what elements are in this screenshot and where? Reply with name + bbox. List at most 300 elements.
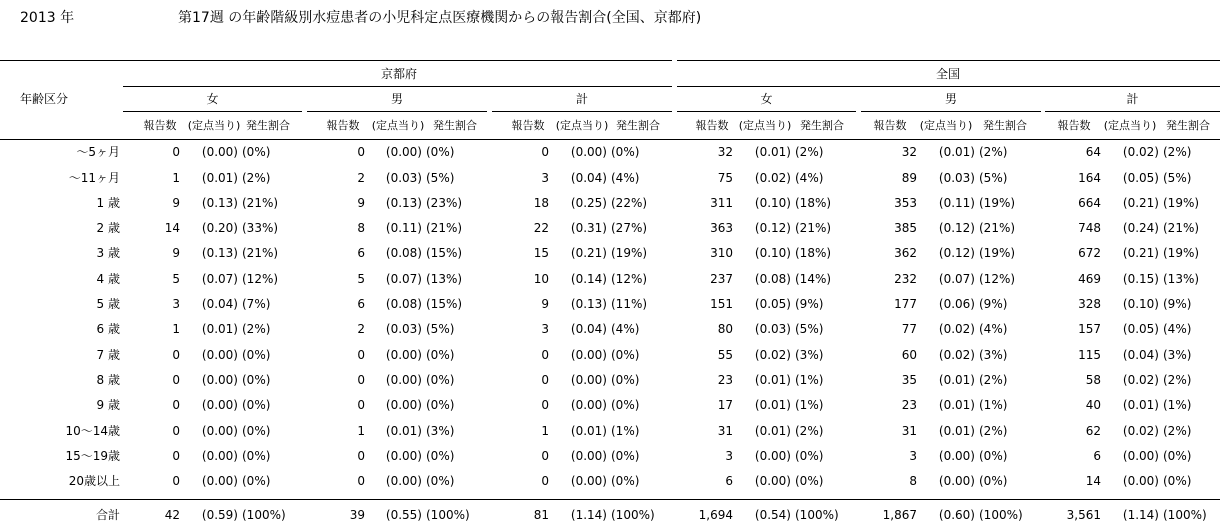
incidence-ratio-cell: (1%)	[795, 398, 824, 412]
report-count-cell: 22	[533, 221, 549, 235]
per-sentinel-cell: (0.07)	[385, 272, 422, 286]
incidence-ratio-cell: (27%)	[611, 221, 648, 235]
report-count-cell: 1,694	[698, 508, 733, 522]
incidence-ratio-cell: (21%)	[1163, 221, 1200, 235]
per-sentinel-cell: (0.05)	[1122, 322, 1159, 336]
per-sentinel-cell: (0.00)	[570, 398, 607, 412]
per-sentinel-cell: (0.02)	[938, 322, 975, 336]
row-label: 7 歳	[96, 348, 120, 362]
row-label: 1 歳	[96, 196, 120, 210]
column-header: 報告数	[873, 119, 907, 132]
per-sentinel-cell: (0.02)	[1122, 145, 1159, 159]
header-bottom-rule	[0, 139, 1220, 140]
per-sentinel-cell: (0.00)	[201, 145, 238, 159]
column-header: 報告数	[326, 119, 360, 132]
incidence-ratio-cell: (2%)	[979, 373, 1008, 387]
report-count-cell: 0	[172, 474, 180, 488]
incidence-ratio-cell: (4%)	[611, 322, 640, 336]
report-count-cell: 1,867	[882, 508, 917, 522]
per-sentinel-cell: (0.02)	[754, 348, 791, 362]
per-sentinel-cell: (0.20)	[201, 221, 238, 235]
report-count-cell: 177	[894, 297, 917, 311]
incidence-ratio-cell: (0%)	[426, 449, 455, 463]
per-sentinel-cell: (0.00)	[754, 474, 791, 488]
per-sentinel-cell: (0.21)	[570, 246, 607, 260]
incidence-ratio-cell: (1%)	[1163, 398, 1192, 412]
per-sentinel-cell: (0.55)	[385, 508, 422, 522]
row-label: 3 歳	[96, 246, 120, 260]
sex-header: 計	[575, 92, 589, 106]
per-sentinel-cell: (0.02)	[754, 171, 791, 185]
incidence-ratio-cell: (0%)	[242, 424, 271, 438]
incidence-ratio-cell: (33%)	[242, 221, 279, 235]
sex-header: 女	[760, 92, 773, 106]
report-count-cell: 748	[1078, 221, 1101, 235]
incidence-ratio-cell: (12%)	[611, 272, 648, 286]
report-count-cell: 8	[909, 474, 917, 488]
report-count-cell: 0	[357, 474, 365, 488]
report-count-cell: 9	[172, 246, 180, 260]
incidence-ratio-cell: (2%)	[795, 145, 824, 159]
incidence-ratio-cell: (0%)	[795, 449, 824, 463]
per-sentinel-cell: (0.05)	[754, 297, 791, 311]
incidence-ratio-cell: (15%)	[426, 246, 463, 260]
row-label: 9 歳	[96, 398, 120, 412]
per-sentinel-cell: (0.04)	[570, 171, 607, 185]
incidence-ratio-cell: (9%)	[1163, 297, 1192, 311]
region-rule-national	[677, 86, 1220, 87]
row-label: 15〜19歳	[65, 449, 120, 463]
incidence-ratio-cell: (21%)	[979, 221, 1016, 235]
report-count-cell: 0	[541, 449, 549, 463]
incidence-ratio-cell: (2%)	[1163, 424, 1192, 438]
column-header: (定点当り)	[371, 119, 425, 132]
incidence-ratio-cell: (4%)	[1163, 322, 1192, 336]
report-count-cell: 310	[710, 246, 733, 260]
report-count-cell: 0	[357, 373, 365, 387]
report-count-cell: 672	[1078, 246, 1101, 260]
report-count-cell: 89	[901, 171, 917, 185]
column-header: (定点当り)	[1103, 119, 1157, 132]
per-sentinel-cell: (0.03)	[754, 322, 791, 336]
per-sentinel-cell: (0.31)	[570, 221, 607, 235]
report-count-cell: 362	[894, 246, 917, 260]
report-count-cell: 80	[717, 322, 733, 336]
incidence-ratio-cell: (0%)	[242, 449, 271, 463]
per-sentinel-cell: (0.11)	[938, 196, 975, 210]
incidence-ratio-cell: (12%)	[979, 272, 1016, 286]
incidence-ratio-cell: (5%)	[979, 171, 1008, 185]
per-sentinel-cell: (0.01)	[570, 424, 607, 438]
row-label: 6 歳	[96, 322, 120, 336]
column-header: 発生割合	[1166, 119, 1210, 132]
sex-header: 女	[206, 92, 219, 106]
incidence-ratio-cell: (7%)	[242, 297, 271, 311]
incidence-ratio-cell: (15%)	[426, 297, 463, 311]
total-separator-rule	[0, 499, 1220, 500]
per-sentinel-cell: (0.01)	[938, 145, 975, 159]
sex-rule-3	[677, 111, 856, 112]
report-count-cell: 31	[717, 424, 733, 438]
per-sentinel-cell: (0.04)	[570, 322, 607, 336]
incidence-ratio-cell: (100%)	[242, 508, 286, 522]
report-count-cell: 32	[717, 145, 733, 159]
report-count-cell: 58	[1085, 373, 1101, 387]
incidence-ratio-cell: (2%)	[1163, 145, 1192, 159]
per-sentinel-cell: (0.59)	[201, 508, 238, 522]
per-sentinel-cell: (0.00)	[938, 449, 975, 463]
region-rule-kyoto	[123, 86, 672, 87]
report-count-cell: 62	[1085, 424, 1101, 438]
incidence-ratio-cell: (0%)	[795, 474, 824, 488]
report-count-cell: 115	[1078, 348, 1101, 362]
report-count-cell: 6	[725, 474, 733, 488]
row-label: 10〜14歳	[65, 424, 120, 438]
report-count-cell: 5	[172, 272, 180, 286]
report-count-cell: 0	[541, 373, 549, 387]
per-sentinel-cell: (0.01)	[201, 322, 238, 336]
report-count-cell: 5	[357, 272, 365, 286]
report-count-cell: 55	[717, 348, 733, 362]
incidence-ratio-cell: (0%)	[242, 348, 271, 362]
report-count-cell: 6	[357, 297, 365, 311]
report-count-cell: 2	[357, 322, 365, 336]
report-count-cell: 311	[710, 196, 733, 210]
incidence-ratio-cell: (3%)	[979, 348, 1008, 362]
report-count-cell: 35	[901, 373, 917, 387]
per-sentinel-cell: (0.00)	[754, 449, 791, 463]
per-sentinel-cell: (0.00)	[385, 398, 422, 412]
per-sentinel-cell: (0.01)	[938, 398, 975, 412]
per-sentinel-cell: (0.00)	[201, 398, 238, 412]
per-sentinel-cell: (0.60)	[938, 508, 975, 522]
per-sentinel-cell: (0.00)	[201, 373, 238, 387]
column-header: 発生割合	[246, 119, 290, 132]
row-label: 2 歳	[96, 221, 120, 235]
per-sentinel-cell: (0.07)	[938, 272, 975, 286]
sex-header: 男	[944, 92, 958, 106]
incidence-ratio-cell: (0%)	[611, 449, 640, 463]
report-count-cell: 0	[541, 398, 549, 412]
report-count-cell: 157	[1078, 322, 1101, 336]
per-sentinel-cell: (0.12)	[938, 246, 975, 260]
incidence-ratio-cell: (100%)	[1163, 508, 1207, 522]
incidence-ratio-cell: (2%)	[979, 424, 1008, 438]
incidence-ratio-cell: (0%)	[979, 474, 1008, 488]
report-count-cell: 6	[1093, 449, 1101, 463]
incidence-ratio-cell: (2%)	[795, 424, 824, 438]
per-sentinel-cell: (0.25)	[570, 196, 607, 210]
incidence-ratio-cell: (0%)	[611, 373, 640, 387]
incidence-ratio-cell: (23%)	[426, 196, 463, 210]
per-sentinel-cell: (1.14)	[570, 508, 607, 522]
per-sentinel-cell: (0.13)	[385, 196, 422, 210]
per-sentinel-cell: (0.07)	[201, 272, 238, 286]
per-sentinel-cell: (0.11)	[385, 221, 422, 235]
incidence-ratio-cell: (4%)	[611, 171, 640, 185]
column-header: 報告数	[143, 119, 177, 132]
per-sentinel-cell: (0.00)	[570, 348, 607, 362]
incidence-ratio-cell: (0%)	[426, 398, 455, 412]
report-count-cell: 77	[901, 322, 917, 336]
sex-rule-0	[123, 111, 302, 112]
report-count-cell: 0	[172, 424, 180, 438]
incidence-ratio-cell: (0%)	[242, 474, 271, 488]
report-count-cell: 237	[710, 272, 733, 286]
report-count-cell: 1	[172, 171, 180, 185]
sex-rule-1	[307, 111, 487, 112]
incidence-ratio-cell: (100%)	[611, 508, 655, 522]
row-label: 20歳以上	[68, 474, 120, 488]
report-count-cell: 3	[541, 322, 549, 336]
incidence-ratio-cell: (0%)	[1163, 474, 1192, 488]
per-sentinel-cell: (0.00)	[1122, 474, 1159, 488]
per-sentinel-cell: (0.02)	[1122, 424, 1159, 438]
incidence-ratio-cell: (19%)	[979, 196, 1016, 210]
report-count-cell: 17	[717, 398, 733, 412]
incidence-ratio-cell: (3%)	[426, 424, 455, 438]
report-count-cell: 2	[357, 171, 365, 185]
incidence-ratio-cell: (5%)	[795, 322, 824, 336]
sex-rule-4	[861, 111, 1041, 112]
incidence-ratio-cell: (2%)	[1163, 373, 1192, 387]
incidence-ratio-cell: (1%)	[611, 424, 640, 438]
per-sentinel-cell: (0.05)	[1122, 171, 1159, 185]
per-sentinel-cell: (0.00)	[938, 474, 975, 488]
report-count-cell: 31	[901, 424, 917, 438]
per-sentinel-cell: (0.02)	[938, 348, 975, 362]
report-count-cell: 9	[172, 196, 180, 210]
incidence-ratio-cell: (9%)	[795, 297, 824, 311]
per-sentinel-cell: (0.12)	[938, 221, 975, 235]
per-sentinel-cell: (0.12)	[754, 221, 791, 235]
incidence-ratio-cell: (0%)	[611, 348, 640, 362]
per-sentinel-cell: (0.01)	[938, 424, 975, 438]
per-sentinel-cell: (0.01)	[1122, 398, 1159, 412]
report-count-cell: 6	[357, 246, 365, 260]
per-sentinel-cell: (0.00)	[570, 373, 607, 387]
report-count-cell: 15	[533, 246, 549, 260]
report-count-cell: 664	[1078, 196, 1101, 210]
per-sentinel-cell: (0.01)	[201, 171, 238, 185]
incidence-ratio-cell: (0%)	[242, 398, 271, 412]
report-count-cell: 0	[541, 474, 549, 488]
report-count-cell: 3	[725, 449, 733, 463]
table-top-rule-left	[0, 60, 672, 61]
per-sentinel-cell: (0.00)	[201, 424, 238, 438]
report-count-cell: 0	[357, 398, 365, 412]
report-count-cell: 328	[1078, 297, 1101, 311]
per-sentinel-cell: (0.10)	[1122, 297, 1159, 311]
incidence-ratio-cell: (100%)	[426, 508, 470, 522]
incidence-ratio-cell: (1%)	[979, 398, 1008, 412]
incidence-ratio-cell: (9%)	[979, 297, 1008, 311]
per-sentinel-cell: (0.13)	[201, 196, 238, 210]
per-sentinel-cell: (0.01)	[754, 398, 791, 412]
report-count-cell: 10	[533, 272, 549, 286]
per-sentinel-cell: (0.01)	[385, 424, 422, 438]
row-label: 合計	[95, 508, 120, 522]
report-count-cell: 0	[172, 373, 180, 387]
report-count-cell: 0	[541, 348, 549, 362]
report-count-cell: 64	[1085, 145, 1101, 159]
per-sentinel-cell: (0.01)	[754, 145, 791, 159]
report-count-cell: 1	[541, 424, 549, 438]
incidence-ratio-cell: (3%)	[1163, 348, 1192, 362]
row-label: 〜5ヶ月	[76, 145, 120, 159]
report-count-cell: 232	[894, 272, 917, 286]
incidence-ratio-cell: (0%)	[242, 145, 271, 159]
incidence-ratio-cell: (0%)	[426, 373, 455, 387]
per-sentinel-cell: (0.00)	[1122, 449, 1159, 463]
per-sentinel-cell: (0.10)	[754, 246, 791, 260]
report-count-cell: 3	[172, 297, 180, 311]
incidence-ratio-cell: (0%)	[611, 398, 640, 412]
incidence-ratio-cell: (21%)	[242, 196, 279, 210]
per-sentinel-cell: (0.00)	[201, 449, 238, 463]
per-sentinel-cell: (0.01)	[754, 373, 791, 387]
report-count-cell: 18	[533, 196, 549, 210]
incidence-ratio-cell: (2%)	[242, 171, 271, 185]
incidence-ratio-cell: (13%)	[426, 272, 463, 286]
per-sentinel-cell: (0.00)	[385, 348, 422, 362]
incidence-ratio-cell: (19%)	[979, 246, 1016, 260]
report-count-cell: 385	[894, 221, 917, 235]
per-sentinel-cell: (1.14)	[1122, 508, 1159, 522]
per-sentinel-cell: (0.04)	[1122, 348, 1159, 362]
per-sentinel-cell: (0.13)	[570, 297, 607, 311]
incidence-ratio-cell: (2%)	[242, 322, 271, 336]
report-count-cell: 40	[1085, 398, 1101, 412]
report-count-cell: 0	[541, 145, 549, 159]
incidence-ratio-cell: (19%)	[1163, 246, 1200, 260]
per-sentinel-cell: (0.00)	[385, 449, 422, 463]
report-count-cell: 0	[172, 348, 180, 362]
per-sentinel-cell: (0.08)	[385, 246, 422, 260]
per-sentinel-cell: (0.00)	[385, 373, 422, 387]
row-label: 5 歳	[96, 297, 120, 311]
per-sentinel-cell: (0.08)	[754, 272, 791, 286]
per-sentinel-cell: (0.04)	[201, 297, 238, 311]
per-sentinel-cell: (0.10)	[754, 196, 791, 210]
sex-rule-5	[1045, 111, 1220, 112]
report-count-cell: 0	[172, 398, 180, 412]
incidence-ratio-cell: (0%)	[611, 474, 640, 488]
report-count-cell: 0	[357, 348, 365, 362]
column-header: 報告数	[1057, 119, 1091, 132]
incidence-ratio-cell: (19%)	[611, 246, 648, 260]
incidence-ratio-cell: (12%)	[242, 272, 279, 286]
per-sentinel-cell: (0.06)	[938, 297, 975, 311]
incidence-ratio-cell: (0%)	[426, 474, 455, 488]
per-sentinel-cell: (0.00)	[570, 449, 607, 463]
report-count-cell: 8	[357, 221, 365, 235]
incidence-ratio-cell: (4%)	[795, 171, 824, 185]
report-count-cell: 469	[1078, 272, 1101, 286]
per-sentinel-cell: (0.01)	[938, 373, 975, 387]
incidence-ratio-cell: (18%)	[795, 196, 832, 210]
sex-header: 計	[1126, 92, 1139, 106]
per-sentinel-cell: (0.13)	[201, 246, 238, 260]
incidence-ratio-cell: (5%)	[426, 322, 455, 336]
per-sentinel-cell: (0.14)	[570, 272, 607, 286]
report-count-cell: 42	[164, 508, 180, 522]
report-count-cell: 23	[901, 398, 917, 412]
report-count-cell: 1	[172, 322, 180, 336]
column-header: 報告数	[511, 119, 545, 132]
incidence-ratio-cell: (0%)	[611, 145, 640, 159]
column-header: 発生割合	[800, 119, 844, 132]
column-header: (定点当り)	[555, 119, 609, 132]
report-count-cell: 0	[172, 449, 180, 463]
report-count-cell: 14	[164, 221, 180, 235]
per-sentinel-cell: (0.03)	[938, 171, 975, 185]
sex-header: 男	[390, 92, 404, 106]
report-count-cell: 60	[901, 348, 917, 362]
row-label: 〜11ヶ月	[68, 171, 120, 185]
incidence-ratio-cell: (13%)	[1163, 272, 1200, 286]
table-top-rule-right	[677, 60, 1220, 61]
incidence-ratio-cell: (22%)	[611, 196, 648, 210]
per-sentinel-cell: (0.21)	[1122, 246, 1159, 260]
column-header: (定点当り)	[919, 119, 973, 132]
per-sentinel-cell: (0.21)	[1122, 196, 1159, 210]
incidence-ratio-cell: (11%)	[611, 297, 648, 311]
per-sentinel-cell: (0.02)	[1122, 373, 1159, 387]
incidence-ratio-cell: (0%)	[979, 449, 1008, 463]
incidence-ratio-cell: (5%)	[1163, 171, 1192, 185]
per-sentinel-cell: (0.00)	[385, 145, 422, 159]
region-header: 京都府	[380, 67, 418, 81]
report-count-cell: 164	[1078, 171, 1101, 185]
incidence-ratio-cell: (0%)	[426, 145, 455, 159]
region-header: 全国	[935, 67, 961, 81]
per-sentinel-cell: (0.03)	[385, 171, 422, 185]
report-count-cell: 0	[357, 449, 365, 463]
report-count-cell: 14	[1085, 474, 1101, 488]
incidence-ratio-cell: (0%)	[1163, 449, 1192, 463]
column-header: 報告数	[695, 119, 729, 132]
per-sentinel-cell: (0.00)	[385, 474, 422, 488]
incidence-ratio-cell: (5%)	[426, 171, 455, 185]
incidence-ratio-cell: (1%)	[795, 373, 824, 387]
incidence-ratio-cell: (18%)	[795, 246, 832, 260]
report-year: 2013 年	[20, 10, 75, 26]
report-count-cell: 363	[710, 221, 733, 235]
report-count-cell: 9	[357, 196, 365, 210]
column-header: 発生割合	[616, 119, 660, 132]
column-header: (定点当り)	[738, 119, 792, 132]
per-sentinel-cell: (0.00)	[201, 348, 238, 362]
incidence-ratio-cell: (21%)	[795, 221, 832, 235]
per-sentinel-cell: (0.15)	[1122, 272, 1159, 286]
age-group-header: 年齢区分	[20, 92, 69, 106]
per-sentinel-cell: (0.24)	[1122, 221, 1159, 235]
report-count-cell: 3	[541, 171, 549, 185]
per-sentinel-cell: (0.08)	[385, 297, 422, 311]
per-sentinel-cell: (0.03)	[385, 322, 422, 336]
report-count-cell: 151	[710, 297, 733, 311]
incidence-ratio-cell: (21%)	[242, 246, 279, 260]
report-count-cell: 3,561	[1066, 508, 1101, 522]
incidence-ratio-cell: (0%)	[242, 373, 271, 387]
incidence-ratio-cell: (21%)	[426, 221, 463, 235]
report-count-cell: 39	[349, 508, 365, 522]
report-count-cell: 32	[901, 145, 917, 159]
report-count-cell: 0	[172, 145, 180, 159]
report-title: 第17週 の年齢階級別水痘患者の小児科定点医療機関からの報告割合(全国、京都府)	[178, 10, 702, 26]
column-header: 発生割合	[433, 119, 477, 132]
